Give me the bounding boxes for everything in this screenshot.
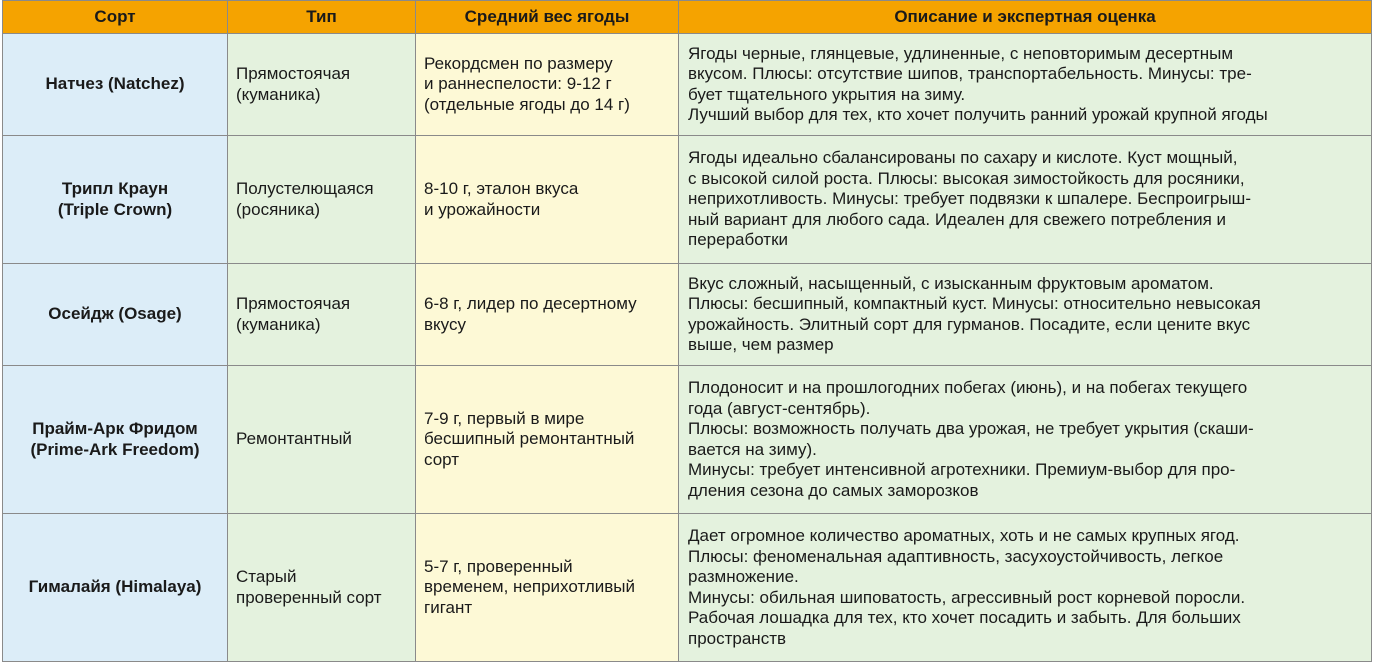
variety-name-cell [3, 514, 228, 662]
variety-name-cell [3, 136, 228, 264]
table-row [3, 366, 1372, 514]
type-line: Старый [236, 567, 297, 586]
description-cell [679, 34, 1372, 136]
description-line: бует тщательного укрытия на зиму. [688, 84, 966, 104]
description-line: Вкус сложный, насыщенный, с изысканным фруктовым ароматом. [688, 273, 1214, 293]
table-header-row [3, 1, 1372, 34]
weight-line: сорт [424, 449, 460, 469]
description-line: Рабочая лошадка для тех, кто хочет посадить и забыть. Для больших [688, 608, 1241, 627]
variety-name: Трипл Краун [61, 179, 169, 198]
blackberry-varieties-table [2, 0, 1372, 662]
weight-line: временем, неприхотливый [424, 577, 636, 597]
berry-weight-cell [416, 136, 679, 264]
variety-type-cell [228, 264, 416, 366]
variety-type-cell [228, 366, 416, 514]
type-line: Ремонтантный [236, 429, 352, 449]
type-line: (куманика) [236, 84, 321, 104]
weight-line: 8-10 г, эталон вкуса [424, 179, 579, 198]
blackberry-varieties-table-wrapper [2, 0, 1371, 662]
variety-name-cell [3, 34, 228, 136]
berry-weight-cell [416, 514, 679, 662]
berry-weight-cell [416, 264, 679, 366]
variety-name-latin: (Prime-Ark Freedom) [30, 439, 200, 459]
variety-name: Осейдж (Osage) [48, 304, 182, 324]
berry-weight-cell [416, 34, 679, 136]
weight-line: гигант [424, 597, 473, 617]
description-line: Ягоды идеально сбалансированы по сахару и кислоте. Куст мощный, [688, 148, 1238, 168]
table-row [3, 514, 1372, 662]
description-line: вается на зиму). [688, 439, 817, 459]
description-line: размножение. [688, 567, 799, 586]
variety-type-cell [228, 136, 416, 264]
weight-line: 6-8 г, лидер по десертному [424, 294, 637, 313]
description-cell [679, 264, 1372, 366]
table-row [3, 264, 1372, 366]
type-line: Полустелющаяся [236, 179, 374, 198]
variety-type-cell [228, 514, 416, 662]
weight-line: и урожайности [424, 199, 541, 219]
table-row [3, 34, 1372, 136]
description-line: выше, чем размер [688, 335, 834, 354]
description-line: Плюсы: возможность получать два урожая, не требует укрытия (скаши- [688, 419, 1254, 438]
weight-line: Рекордсмен по размеру [424, 53, 613, 73]
description-line: года (август-сентябрь). [688, 398, 871, 418]
type-line: Прямостоячая [236, 294, 351, 313]
berry-weight-cell [416, 366, 679, 514]
description-line: Плюсы: феноменальная адаптивность, засухоустойчивость, легкое [688, 546, 1224, 566]
variety-name: Прайм-Арк Фридом [32, 419, 198, 438]
type-line: (куманика) [236, 314, 321, 334]
description-line: Ягоды черные, глянцевые, удлиненные, с неповторимым десертным [688, 43, 1234, 63]
variety-name: Натчез (Natchez) [45, 74, 185, 94]
variety-name-cell [3, 264, 228, 366]
description-line: Лучший выбор для тех, кто хочет получить ранний урожай крупной ягоды [688, 105, 1268, 124]
table-row [3, 136, 1372, 264]
header-type: Тип [228, 1, 416, 34]
description-cell [679, 514, 1372, 662]
description-line: пространств [688, 628, 787, 648]
weight-line: и раннеспелости: 9-12 г [424, 74, 612, 94]
description-line: ный вариант для любого сада. Идеален для свежего потребления и [688, 209, 1227, 229]
description-line: переработки [688, 230, 789, 250]
variety-name: Гималайя (Himalaya) [28, 577, 202, 597]
description-line: Плюсы: бесшипный, компактный куст. Минусы: относительно невысокая [688, 294, 1261, 313]
type-line: (росяника) [236, 199, 321, 219]
description-line: Минусы: требует интенсивной агротехники. Премиум-выбор для про- [688, 460, 1236, 479]
weight-line: 5-7 г, проверенный [424, 556, 573, 576]
variety-name-latin: (Triple Crown) [57, 199, 173, 219]
weight-line: бесшипный ремонтантный [424, 429, 635, 449]
description-cell [679, 366, 1372, 514]
description-line: с высокой силой роста. Плюсы: высокая зимостойкость для росяники, [688, 168, 1245, 188]
description-line: неприхотливость. Минусы: требует подвязки к шпалере. Беспроигрыш- [688, 189, 1251, 209]
type-line: проверенный сорт [236, 587, 382, 607]
description-cell [679, 136, 1372, 264]
weight-line: вкусу [424, 314, 466, 334]
description-line: Плодоносит и на прошлогодних побегах (июнь), и на побегах текущего [688, 378, 1248, 397]
description-line: урожайность. Элитный сорт для гурманов. Посадите, если цените вкус [688, 314, 1251, 334]
variety-type-cell [228, 34, 416, 136]
description-line: Дает огромное количество ароматных, хоть и не самых крупных ягод. [688, 526, 1240, 545]
type-line: Прямостоячая [236, 64, 351, 83]
weight-line: 7-9 г, первый в мире [424, 408, 585, 428]
weight-line: (отдельные ягоды до 14 г) [424, 94, 630, 114]
variety-name-cell [3, 366, 228, 514]
description-line: вкусом. Плюсы: отсутствие шипов, транспортабельность. Минусы: тре- [688, 64, 1252, 83]
description-line: Минусы: обильная шиповатость, агрессивный рост корневой поросли. [688, 587, 1246, 607]
header-weight: Средний вес ягоды [416, 1, 679, 34]
header-description: Описание и экспертная оценка [679, 1, 1372, 34]
header-variety: Сорт [3, 1, 228, 34]
description-line: дления сезона до самых заморозков [688, 480, 979, 500]
